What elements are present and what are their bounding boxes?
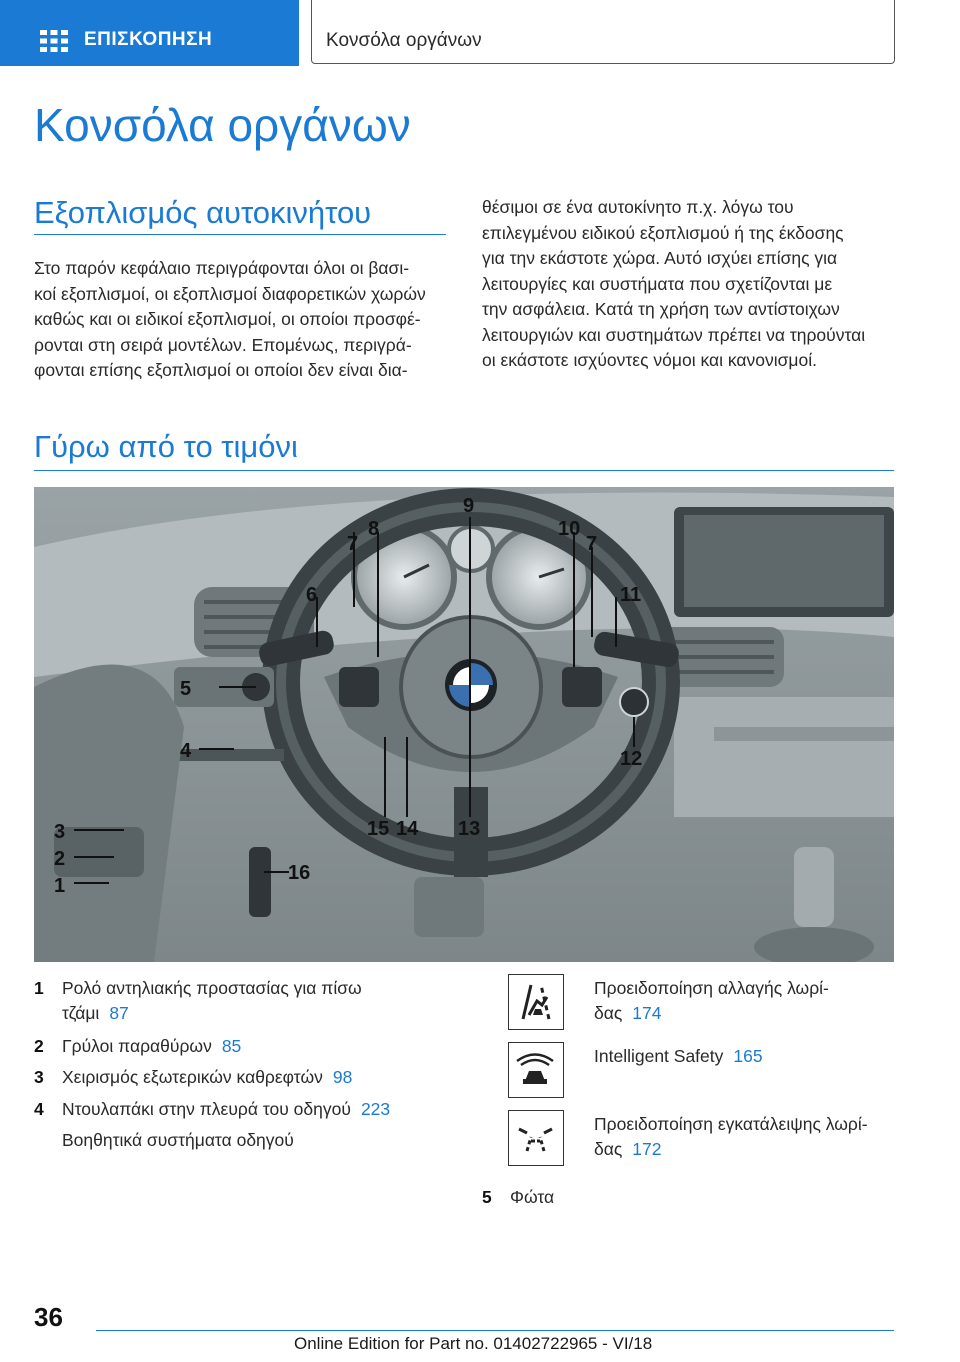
- page-ref-link[interactable]: 174: [632, 1003, 662, 1023]
- top-navigation-bar: [0, 0, 960, 66]
- item-text: Φώτα: [510, 1187, 555, 1207]
- list-item: [594, 1112, 894, 1162]
- breadcrumb-label: Κονσόλα οργάνων: [326, 30, 482, 51]
- page-ref-link[interactable]: 85: [221, 1036, 242, 1056]
- page-ref-link[interactable]: 87: [109, 1003, 129, 1023]
- list-item: [594, 976, 894, 1026]
- callout-label: 1: [54, 875, 66, 897]
- callout-label: 8: [368, 518, 380, 540]
- callout-label: 9: [463, 495, 475, 517]
- page-ref-link[interactable]: 172: [632, 1139, 662, 1159]
- footer-edition: Online Edition for Part no. 01402722965 - VI/18: [294, 1334, 653, 1353]
- lane-departure-warning-icon: [508, 1110, 564, 1166]
- section-rule: [34, 470, 894, 471]
- text-line: κοί εξοπλισμοί, οι εξοπλισμοί διαφορετικών χωρών: [34, 283, 426, 304]
- equipment-text-right: [482, 195, 902, 374]
- item-text: Προειδοποίηση εγκατάλειψης λωρί‐: [594, 1114, 868, 1134]
- page-title: Κονσόλα οργάνων: [34, 99, 411, 151]
- text-line: για την εκάστοτε χώρα. Αυτό ισχύει επίσης για: [482, 248, 838, 268]
- callout-label: 16: [288, 862, 311, 884]
- item-number: 3: [34, 1067, 44, 1087]
- callout-label: 10: [558, 518, 581, 540]
- footer-rule: [96, 1330, 894, 1331]
- list-item: [34, 976, 454, 1026]
- callout-label: 11: [620, 584, 642, 606]
- list-item: [594, 1044, 894, 1069]
- overview-tab[interactable]: [0, 0, 299, 66]
- callout-label: 3: [54, 821, 66, 843]
- callout-label: 2: [54, 848, 66, 870]
- callout-label: 4: [180, 740, 192, 762]
- text-line: επιλεγμένου ειδικού εξοπλισμού ή της έκδοσης: [482, 222, 844, 243]
- section-title-steering: Γύρω από το τιμόνι: [34, 429, 298, 464]
- section-title-equipment: Εξοπλισμός αυτοκινήτου: [34, 195, 372, 230]
- item-text: Ντουλαπάκι στην πλευρά του οδηγού: [62, 1099, 351, 1119]
- list-item: [34, 1097, 454, 1122]
- callout-label: 7: [347, 533, 359, 555]
- intelligent-safety-icon: [508, 1042, 564, 1098]
- text-line: Στο παρόν κεφάλαιο περιγράφονται όλοι οι βασι‐: [34, 258, 410, 278]
- item-number: 1: [34, 978, 44, 998]
- callout-label: 12: [620, 748, 643, 770]
- item-text: Προειδοποίηση αλλαγής λωρί‐: [594, 978, 829, 998]
- text-line: θέσιμοι σε ένα αυτοκίνητο π.χ. λόγω του: [482, 197, 794, 217]
- list-item: [34, 1034, 454, 1059]
- text-line: λειτουργίες και συστήματα που σχετίζονται με: [482, 273, 833, 294]
- item-number: 2: [34, 1036, 44, 1056]
- list-item: [34, 1065, 454, 1090]
- section-rule: [34, 234, 446, 235]
- text-line: οι εκάστοτε ισχύοντες νόμοι και κανονισμοί.: [482, 350, 817, 370]
- item-text: Intelligent Safety: [594, 1046, 724, 1066]
- item-text: Γρύλοι παραθύρων: [62, 1036, 212, 1056]
- cockpit-illustration: [34, 487, 894, 962]
- text-line: την ασφάλεια. Κατά τη χρήση των αντίστοιχων: [482, 299, 840, 319]
- page-ref-link[interactable]: 165: [733, 1046, 763, 1066]
- list-item: [482, 1185, 902, 1210]
- callout-label: 15: [367, 818, 390, 840]
- item-text: Χειρισμός εξωτερικών καθρεφτών: [62, 1067, 323, 1087]
- item-text: τζάμι: [62, 1003, 100, 1023]
- list-item: [34, 1128, 454, 1153]
- equipment-text-left: [34, 256, 454, 384]
- page-ref-link[interactable]: 98: [332, 1067, 353, 1087]
- item-text: Βοηθητικά συστήματα οδηγού: [62, 1130, 294, 1150]
- callout-label: 14: [396, 818, 419, 840]
- text-line: φονται επίσης εξοπλισμοί οι οποίοι δεν είναι δια‐: [34, 360, 408, 380]
- item-text: δας: [594, 1139, 623, 1159]
- breadcrumb[interactable]: [311, 0, 895, 64]
- callout-label: 5: [180, 678, 192, 700]
- callout-label: 7: [586, 533, 598, 555]
- item-text: δας: [594, 1003, 623, 1023]
- item-text: Ρολό αντηλιακής προστασίας για πίσω: [62, 978, 362, 998]
- page-ref-link[interactable]: 223: [360, 1099, 391, 1119]
- text-line: καθώς και οι ειδικοί εξοπλισμοί, οι οποίοι προσφέ‐: [34, 309, 421, 329]
- lane-change-warning-icon: [508, 974, 564, 1030]
- item-number: 5: [482, 1187, 492, 1207]
- overview-label: ΕΠΙΣΚΟΠΗΣΗ: [84, 29, 213, 50]
- text-line: λειτουργιών και συστημάτων πρέπει να τηρούνται: [482, 324, 866, 345]
- item-number: 4: [34, 1099, 44, 1119]
- callout-label: 6: [306, 584, 318, 606]
- grid-icon: [40, 30, 68, 52]
- text-line: ρονται στη σειρά μοντέλων. Επομένως, περιγρά‐: [34, 334, 412, 355]
- page-number: 36: [34, 1302, 63, 1332]
- callout-label: 13: [458, 818, 481, 840]
- callout-layer: [34, 487, 894, 962]
